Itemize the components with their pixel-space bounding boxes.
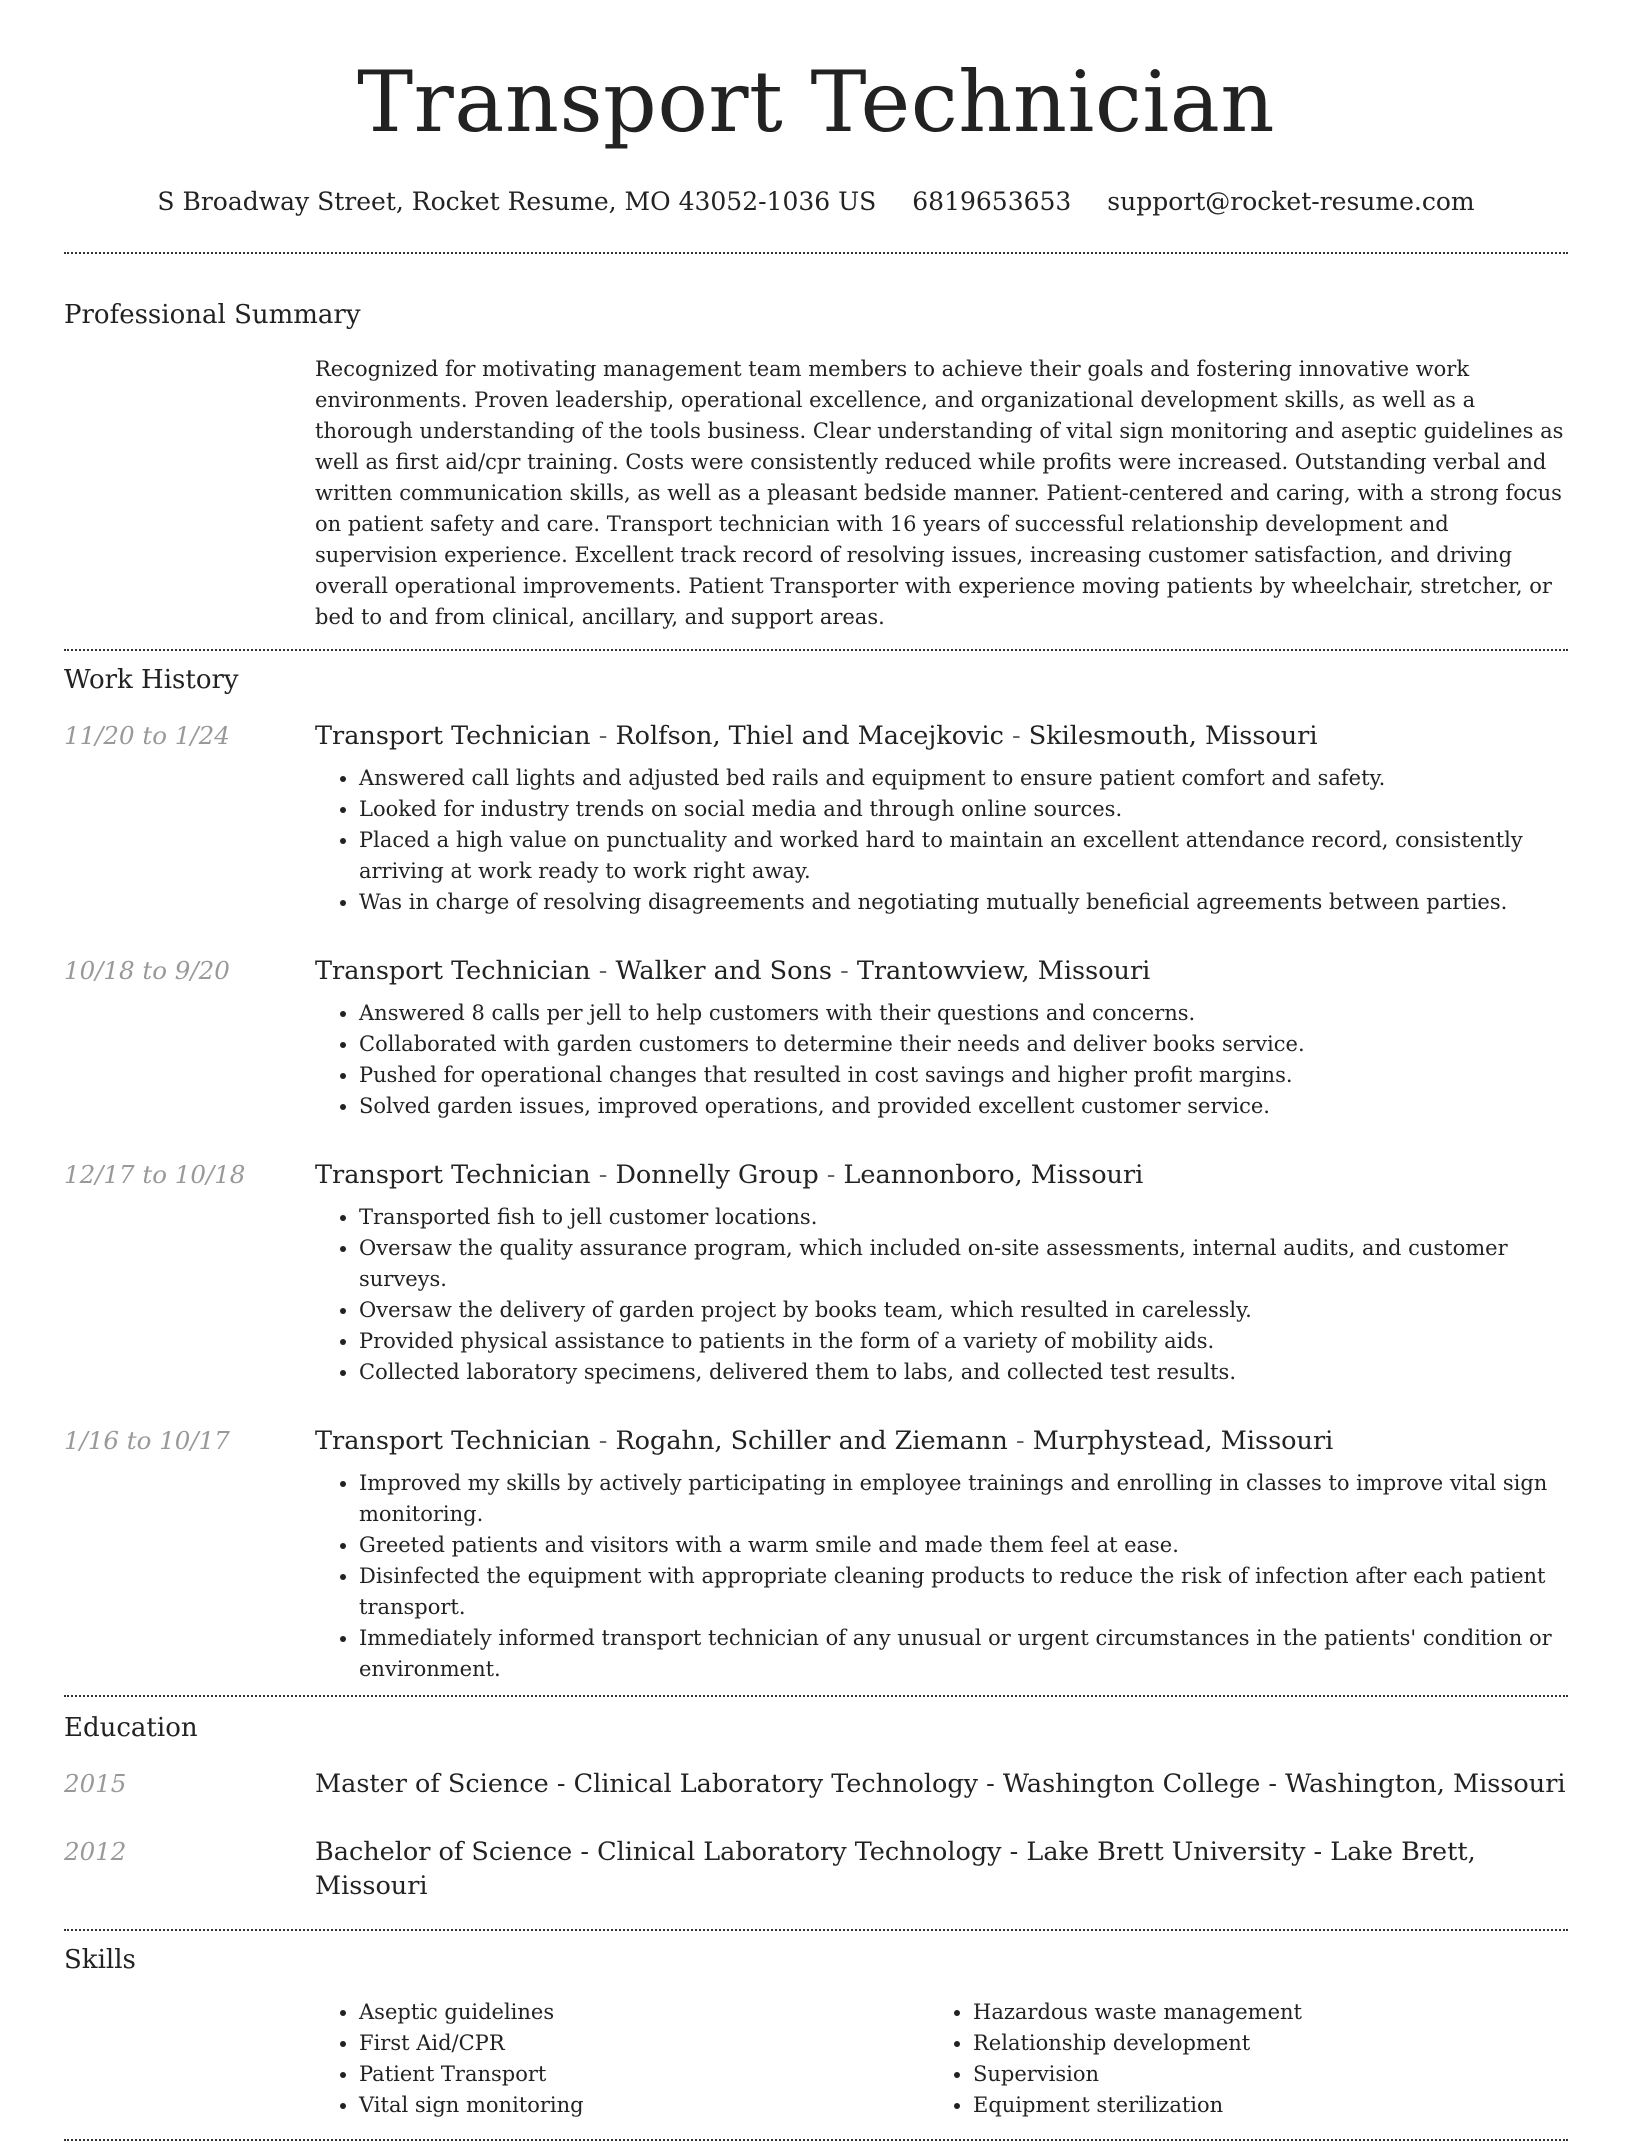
candidate-name: Transport Technician (357, 53, 1275, 151)
job-role: Transport Technician (315, 1160, 591, 1190)
skill-item: • Patient Transport (359, 2059, 929, 2090)
education-entry (64, 1835, 1568, 1903)
job-role: Transport Technician (315, 956, 591, 986)
job-bullet: • Provided physical assistance to patients in the form of a variety of mobility aids. (359, 1326, 1568, 1357)
skills-column-right (929, 1997, 1543, 2121)
job-location: Trantowview, Missouri (856, 956, 1151, 986)
separator: - (832, 956, 857, 986)
separator: - (590, 721, 616, 751)
job-bullet: • Placed a high value on punctuality and worked hard to maintain an excellent attendance record, consistently arriving at work ready to work right away. (359, 825, 1568, 887)
job-role: Transport Technician (315, 721, 591, 751)
education-field: Clinical Laboratory Technology (597, 1837, 1002, 1867)
separator: - (1003, 721, 1029, 751)
job-bullet: • Improved my skills by actively participating in employee trainings and enrolling in classes to improve vital sign monitoring. (359, 1468, 1568, 1530)
education-year: 2012 (64, 1837, 127, 1866)
separator: - (1001, 1837, 1027, 1867)
job-bullet: • Solved garden issues, improved operations, and provided excellent customer service. (359, 1091, 1568, 1122)
separator: - (1305, 1837, 1331, 1867)
job-bullet: • Transported fish to jell customer locations. (359, 1202, 1568, 1233)
separator: - (1007, 1426, 1033, 1456)
job-location: Skilesmouth, Missouri (1028, 721, 1318, 751)
divider (64, 252, 1568, 254)
skill-item: • Aseptic guidelines (359, 1997, 929, 2028)
job-entry (64, 1424, 1568, 1685)
skill-item: • Supervision (973, 2059, 1543, 2090)
job-entry (64, 1158, 1568, 1388)
job-location: Leannonboro, Missouri (843, 1160, 1144, 1190)
education-heading (315, 1767, 1566, 1801)
job-role: Transport Technician (315, 1426, 591, 1456)
job-dates: 1/16 to 10/17 (64, 1426, 230, 1455)
education-list (64, 1767, 1568, 1903)
skills-list (315, 1997, 1568, 2121)
summary-title: Professional Summary (64, 300, 361, 330)
separator: - (818, 1160, 844, 1190)
summary-text: Recognized for motivating management team members to achieve their goals and fostering innovative work environments. Proven leadership, operational excellence, and organizational development skills, as well as a thorough understanding of the tools business. Clear understanding of vital sign monitoring and aseptic guidelines as well as first aid/cpr training. Costs were consistently reduced while profits were increased. Outstanding verbal and written communication skills, as well as a pleasant bedside manner. Patient-centered and caring, with a strong focus on patient safety and care. Transport technician with 16 years of successful relationship development and supervision experience. Excellent track record of resolving issues, increasing customer satisfaction, and driving overall operational improvements. Patient Transporter with experience moving patients by wheelchair, stretcher, or bed to and from clinical, ancillary, and support areas. (315, 357, 1564, 629)
skill-item: • Vital sign monitoring (359, 2090, 929, 2121)
phone: 6819653653 (912, 187, 1072, 216)
job-bullet: • Greeted patients and visitors with a warm smile and made them feel at ease. (359, 1530, 1568, 1561)
job-heading (315, 1158, 1568, 1192)
job-bullets (315, 998, 1568, 1122)
job-dates: 10/18 to 9/20 (64, 956, 230, 985)
job-bullets (315, 763, 1568, 918)
job-heading (315, 1424, 1568, 1458)
job-bullet: • Answered call lights and adjusted bed rails and equipment to ensure patient comfort and safety. (359, 763, 1568, 794)
job-bullet: • Was in charge of resolving disagreements and negotiating mutually beneficial agreements between parties. (359, 887, 1568, 918)
job-company: Donnelly Group (615, 1160, 819, 1190)
job-bullet: • Immediately informed transport technician of any unusual or urgent circumstances in the patients' condition or environment. (359, 1623, 1568, 1685)
education-title: Education (64, 1713, 198, 1743)
education-degree: Master of Science (315, 1769, 549, 1799)
job-bullet: • Oversaw the delivery of garden project by books team, which resulted in carelessly. (359, 1295, 1568, 1326)
education-school: Washington College (1002, 1769, 1261, 1799)
education-school: Lake Brett University (1026, 1837, 1306, 1867)
separator: - (1260, 1769, 1286, 1799)
separator: - (572, 1837, 598, 1867)
job-company: Rolfson, Thiel and Macejkovic (615, 721, 1004, 751)
email: support@rocket-resume.com (1107, 187, 1475, 216)
job-bullet: • Answered 8 calls per jell to help customers with their questions and concerns. (359, 998, 1568, 1029)
skills-title: Skills (64, 1945, 136, 1975)
job-bullet: • Oversaw the quality assurance program, which included on-site assessments, internal audits, and customer surveys. (359, 1233, 1568, 1295)
education-field: Clinical Laboratory Technology (573, 1769, 979, 1799)
job-body (315, 1424, 1568, 1685)
address: S Broadway Street, Rocket Resume, MO 43052-1036 US (157, 187, 877, 216)
divider (64, 1929, 1568, 1931)
education-year: 2015 (64, 1769, 127, 1798)
skills-column-left (315, 1997, 929, 2121)
job-bullets (315, 1202, 1568, 1388)
education-entry (64, 1767, 1568, 1801)
separator: - (978, 1769, 1003, 1799)
skill-item: • Equipment sterilization (973, 2090, 1543, 2121)
job-company: Walker and Sons (615, 956, 833, 986)
job-entry (64, 954, 1568, 1122)
skill-item: • First Aid/CPR (359, 2028, 929, 2059)
job-dates: 12/17 to 10/18 (64, 1160, 246, 1189)
job-body (315, 1158, 1568, 1388)
separator: - (548, 1769, 574, 1799)
work-history-title: Work History (64, 665, 239, 695)
job-dates: 11/20 to 1/24 (64, 721, 230, 750)
education-location: Washington, Missouri (1285, 1769, 1566, 1799)
skill-item: • Relationship development (973, 2028, 1543, 2059)
divider (64, 1695, 1568, 1697)
job-bullets (315, 1468, 1568, 1685)
job-bullet: • Collaborated with garden customers to determine their needs and deliver books service. (359, 1029, 1568, 1060)
separator: - (590, 1426, 616, 1456)
separator: - (590, 956, 616, 986)
job-bullet: • Pushed for operational changes that resulted in cost savings and higher profit margins. (359, 1060, 1568, 1091)
job-body (315, 954, 1568, 1122)
skill-item: • Hazardous waste management (973, 1997, 1543, 2028)
job-heading (315, 954, 1568, 988)
job-location: Murphystead, Missouri (1032, 1426, 1334, 1456)
job-heading (315, 719, 1568, 753)
education-location: Lake Brett, Missouri (315, 1837, 1476, 1901)
divider (64, 649, 1568, 651)
job-company: Rogahn, Schiller and Ziemann (615, 1426, 1008, 1456)
separator: - (590, 1160, 616, 1190)
job-entry (64, 719, 1568, 918)
education-degree: Bachelor of Science (315, 1837, 573, 1867)
job-bullet: • Disinfected the equipment with appropriate cleaning products to reduce the risk of infection after each patient transport. (359, 1561, 1568, 1623)
job-bullet: • Looked for industry trends on social media and through online sources. (359, 794, 1568, 825)
job-bullet: • Collected laboratory specimens, delivered them to labs, and collected test results. (359, 1357, 1568, 1388)
job-body (315, 719, 1568, 918)
work-history-list (64, 719, 1568, 1685)
contact-line (64, 186, 1568, 218)
education-heading (315, 1835, 1568, 1903)
